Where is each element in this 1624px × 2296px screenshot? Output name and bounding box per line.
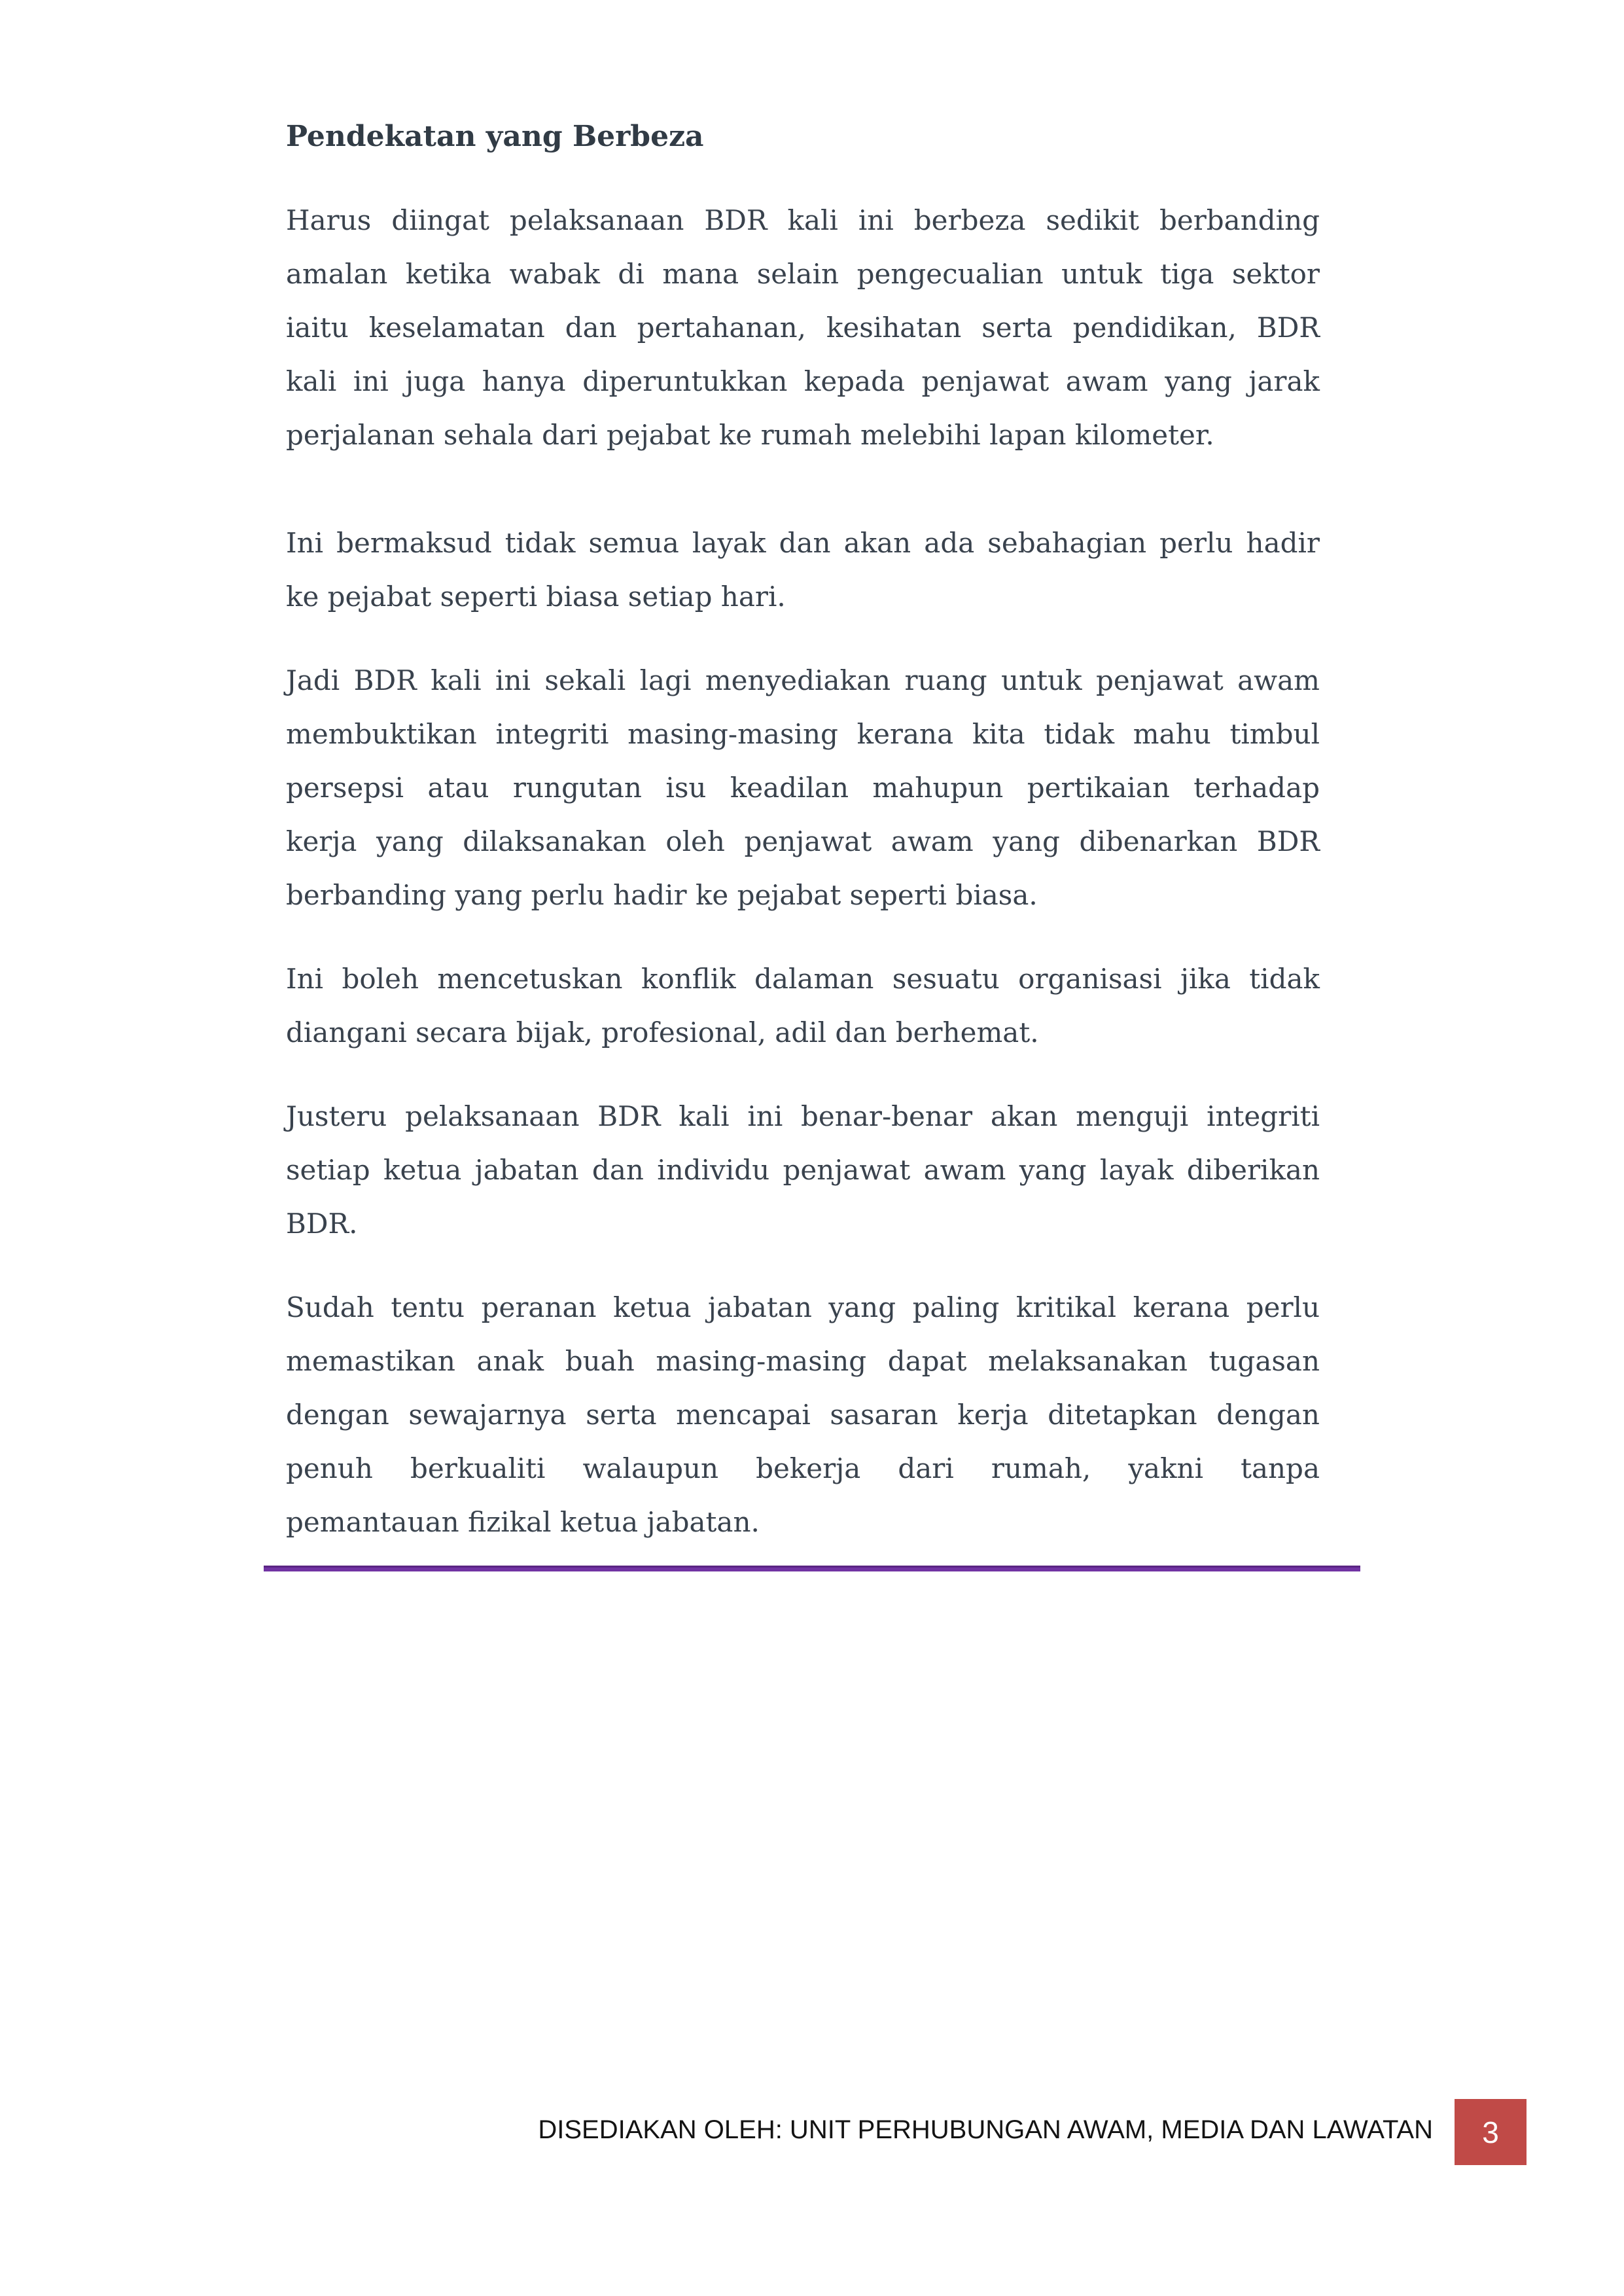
paragraph-line: kali ini juga hanya diperuntukkan kepada penjawat awam yang jarak <box>286 365 1320 397</box>
paragraph-line: amalan ketika wabak di mana selain pengecualian untuk tiga sektor <box>286 258 1320 290</box>
paragraph <box>286 952 1320 1060</box>
paragraph <box>286 194 1320 462</box>
paragraph-line: Justeru pelaksanaan BDR kali ini benar-benar akan menguji integriti <box>286 1100 1320 1132</box>
paragraph-line: BDR. <box>286 1208 358 1240</box>
paragraph-line: persepsi atau rungutan isu keadilan mahupun pertikaian terhadap <box>286 772 1320 804</box>
paragraph-line: berbanding yang perlu hadir ke pejabat seperti biasa. <box>286 879 1038 911</box>
paragraph-line: kerja yang dilaksanakan oleh penjawat awam yang dibenarkan BDR <box>286 825 1320 857</box>
paragraph-line: pemantauan fizikal ketua jabatan. <box>286 1506 760 1538</box>
paragraph-line: Sudah tentu peranan ketua jabatan yang paling kritikal kerana perlu <box>286 1291 1320 1323</box>
paragraph-line: setiap ketua jabatan dan individu penjawat awam yang layak diberikan <box>286 1154 1320 1186</box>
paragraph-line: diangani secara bijak, profesional, adil dan berhemat. <box>286 1016 1039 1049</box>
paragraph-line: memastikan anak buah masing-masing dapat melaksanakan tugasan <box>286 1345 1320 1377</box>
paragraph-line: Ini bermaksud tidak semua layak dan akan ada sebahagian perlu hadir <box>286 527 1320 559</box>
footer-prepared-by: DISEDIAKAN OLEH: UNIT PERHUBUNGAN AWAM, MEDIA DAN LAWATAN <box>538 2115 1433 2144</box>
document-body <box>286 117 1320 1579</box>
paragraph-line: Harus diingat pelaksanaan BDR kali ini berbeza sedikit berbanding <box>286 204 1320 236</box>
paragraph-line: perjalanan sehala dari pejabat ke rumah melebihi lapan kilometer. <box>286 419 1214 451</box>
paragraph-line: Ini boleh mencetuskan konflik dalaman sesuatu organisasi jika tidak <box>286 963 1320 995</box>
section-heading: Pendekatan yang Berbeza <box>286 120 704 153</box>
paragraph-line: dengan sewajarnya serta mencapai sasaran kerja ditetapkan dengan <box>286 1399 1320 1431</box>
paragraph <box>286 1090 1320 1251</box>
paragraph <box>286 654 1320 922</box>
paragraph-line: penuh berkualiti walaupun bekerja dari rumah, yakni tanpa <box>286 1452 1320 1484</box>
page-number-badge <box>1455 2099 1527 2165</box>
page-number: 3 <box>1482 2115 1499 2149</box>
paragraph-line: ke pejabat seperti biasa setiap hari. <box>286 581 786 613</box>
paragraph-line: membuktikan integriti masing-masing kerana kita tidak mahu timbul <box>286 718 1320 750</box>
paragraph-line: iaitu keselamatan dan pertahanan, kesihatan serta pendidikan, BDR <box>286 312 1320 344</box>
paragraph-line: Jadi BDR kali ini sekali lagi menyediakan ruang untuk penjawat awam <box>286 664 1320 696</box>
paragraph <box>286 1281 1320 1549</box>
paragraph <box>286 516 1320 624</box>
purple-divider-rule <box>264 1566 1360 1571</box>
